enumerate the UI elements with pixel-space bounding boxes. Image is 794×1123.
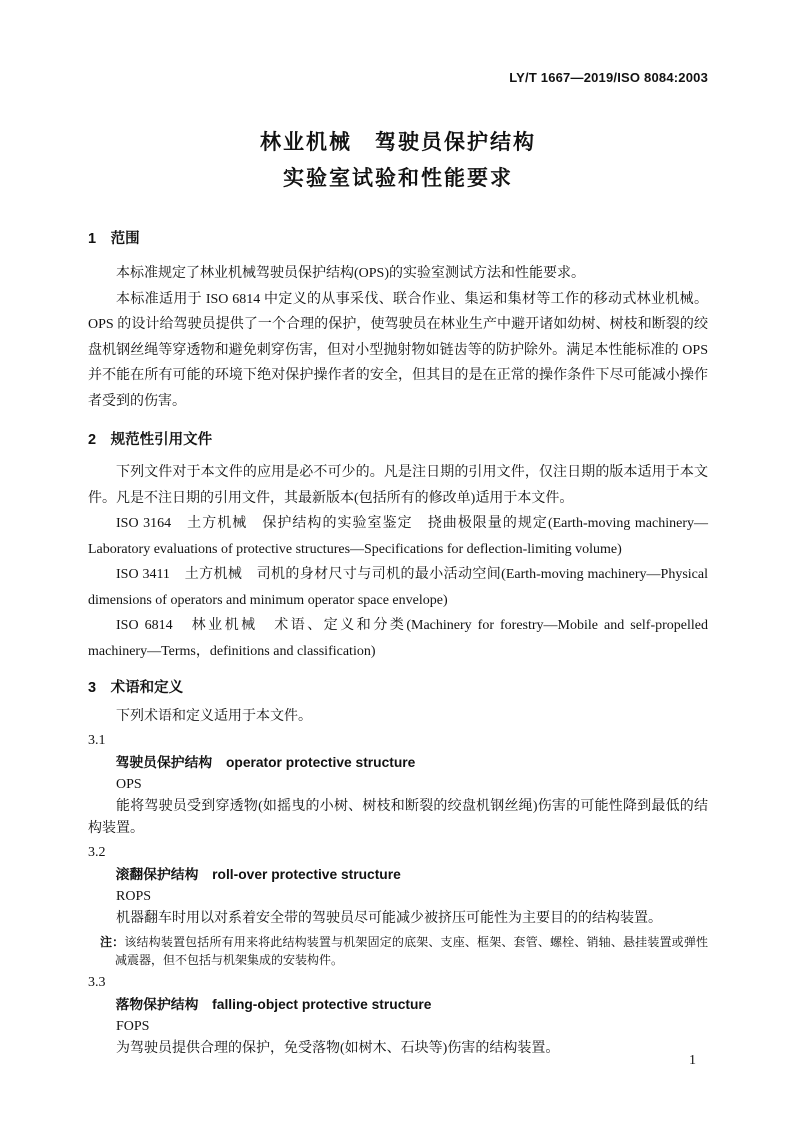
document-title-line1: 林业机械 驾驶员保护结构: [260, 131, 536, 154]
standard-number: LY/T 1667—2019/ISO 8084:2003: [509, 70, 708, 85]
term-note: [100, 933, 708, 969]
note-text: 该结构装置包括所有用来将此结构装置与机架固定的底架、支座、框架、套管、螺栓、销轴、悬挂装置或弹性减震器，但不包括与机架集成的安装构件。: [115, 935, 708, 967]
term-entry-3-2: [88, 842, 708, 969]
term-name: 落物保护结构 falling-object protective structure: [115, 997, 432, 1012]
term-abbreviation: OPS: [116, 777, 142, 792]
section1-heading: 1 范围: [88, 231, 140, 247]
reference-iso-6814: ISO 6814 林业机械 术语、定义和分类(Machinery for forestry—Mobile and self-propelled machinery—Terms，definitions and classification): [88, 618, 708, 659]
term-entry-3-3: [88, 972, 708, 1060]
term-name: 驾驶员保护结构 operator protective structure: [115, 755, 416, 770]
page-number: 1: [689, 1053, 696, 1068]
reference-iso-3411: ISO 3411 土方机械 司机的身材尺寸与司机的最小活动空间(Earth-moving machinery—Physical dimensions of operators and minimum operator space envelope): [88, 567, 708, 608]
section2-heading: 2 规范性引用文件: [88, 432, 213, 448]
term-number: 3.3: [88, 975, 106, 990]
term-definition: 为驾驶员提供合理的保护，免受落物(如树木、石块等)伤害的结构装置。: [116, 1041, 560, 1056]
reference-iso-3164: ISO 3164 土方机械 保护结构的实验室鉴定 挠曲极限量的规定(Earth-moving machinery—Laboratory evaluations of protective structures—Specifications for deflection-limiting volume): [88, 516, 708, 557]
term-abbreviation: FOPS: [116, 1019, 150, 1034]
term-entry-3-1: [88, 730, 708, 840]
note-label: 注：: [100, 935, 125, 949]
document-title-line2: 实验室试验和性能要求: [283, 167, 513, 190]
term-definition: 能将驾驶员受到穿透物(如摇曳的小树、树枝和断裂的绞盘机钢丝绳)伤害的可能性降到最低的结构装置。: [88, 799, 708, 836]
section2-paragraph-1: 下列文件对于本文件的应用是必不可少的。凡是注日期的引用文件，仅注日期的版本适用于本文件。凡是不注日期的引用文件，其最新版本(包括所有的修改单)适用于本文件。: [88, 465, 708, 506]
term-definition: 机器翻车时用以对系着安全带的驾驶员尽可能减少被挤压可能性为主要目的的结构装置。: [116, 911, 662, 926]
term-number: 3.1: [88, 733, 106, 748]
section3-heading: 3 术语和定义: [88, 680, 184, 696]
section1-paragraph-2: 本标准适用于 ISO 6814 中定义的从事采伐、联合作业、集运和集材等工作的移动式林业机械。OPS 的设计给驾驶员提供了一个合理的保护，使驾驶员在林业生产中避开诸如幼树、树枝和断裂的绞盘机钢丝绳等穿透物和避免刺穿伤害，但对小型抛射物如链齿等的防护除外。满足本性能标准的 OPS 并不能在所有可能的环境下绝对保护操作者的安全，但其目的是在正常的操作条件下尽可能减小操作者受到的伤害。: [88, 291, 708, 409]
document-title: [88, 125, 708, 197]
section3-intro: 下列术语和定义适用于本文件。: [116, 709, 312, 724]
term-abbreviation: ROPS: [116, 889, 152, 904]
section1-paragraph-1: 本标准规定了林业机械驾驶员保护结构(OPS)的实验室测试方法和性能要求。: [116, 266, 586, 281]
term-name: 滚翻保护结构 roll-over protective structure: [115, 867, 401, 882]
term-number: 3.2: [88, 845, 106, 860]
